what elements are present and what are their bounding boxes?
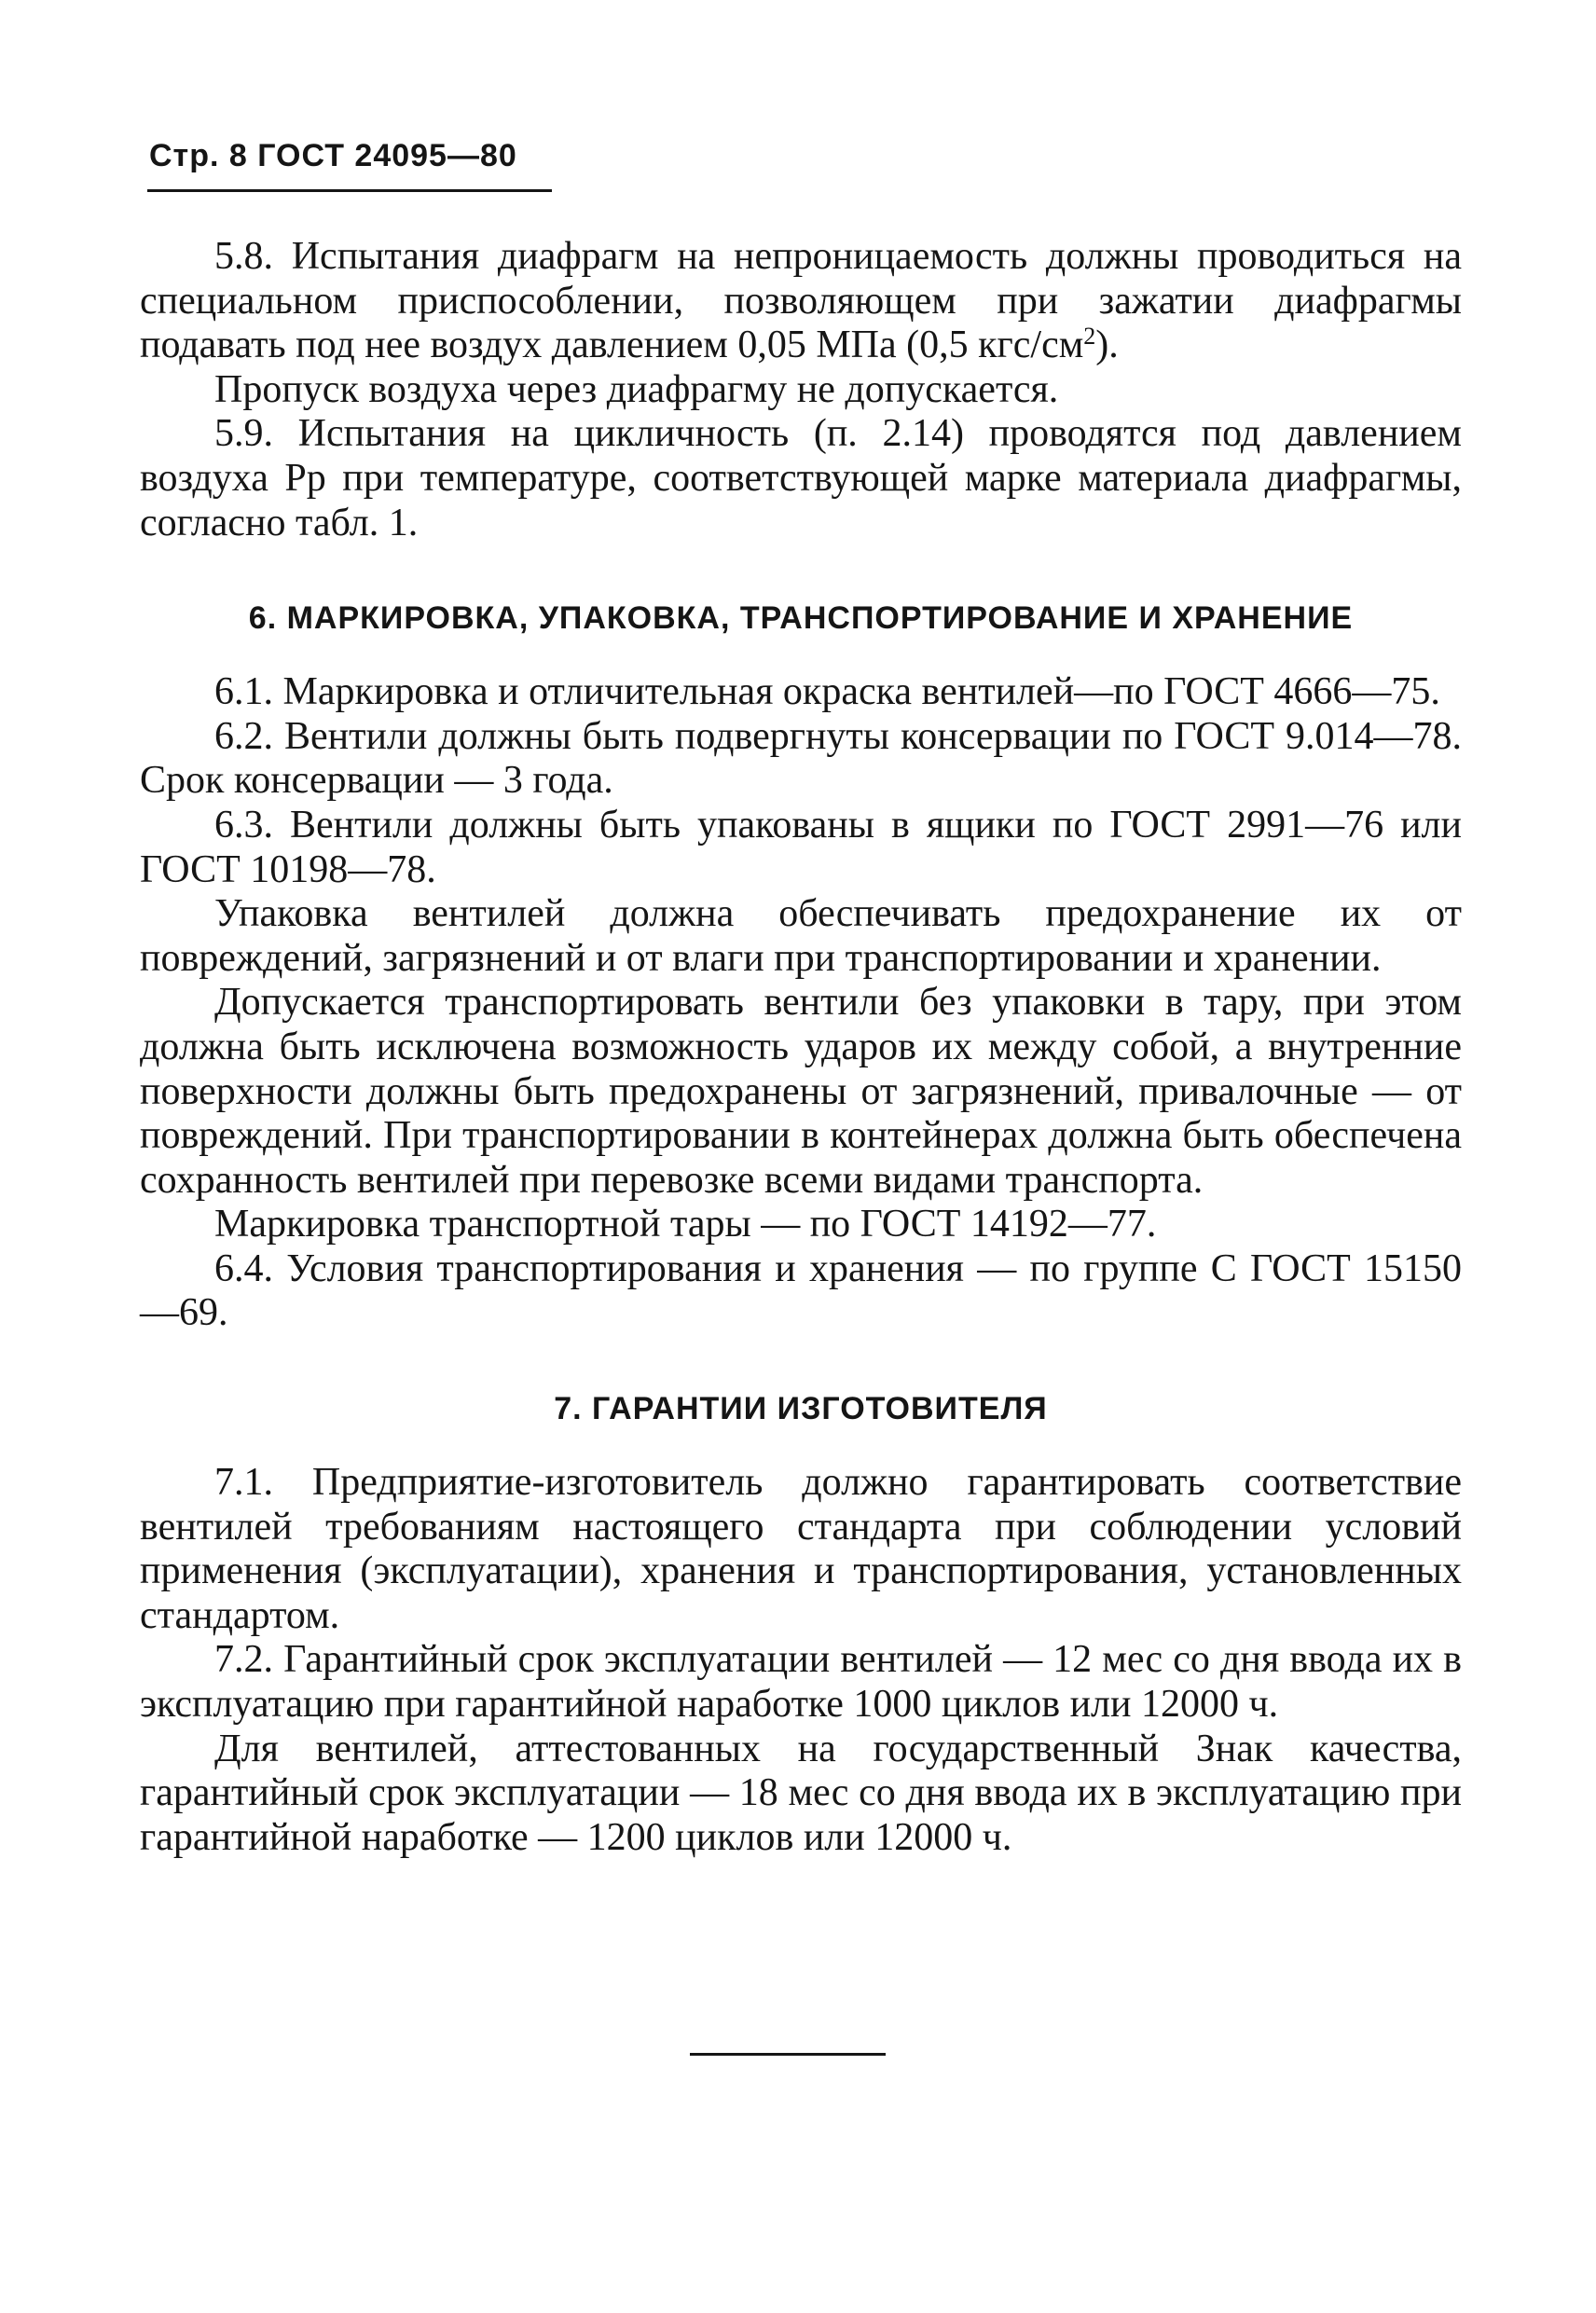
section-7-heading: 7. ГАРАНТИИ ИЗГОТОВИТЕЛЯ [554,1391,1048,1427]
page-header: Стр. 8 ГОСТ 24095—80 [149,138,517,173]
paragraph-6-2: 6.2. Вентили должны быть подвергнуты консервации по ГОСТ 9.014—78. Срок консервации — 3 года. [140,714,1462,803]
paragraph-5-9: 5.9. Испытания на цикличность (п. 2.14) проводятся под давлением воздуха Pр при температуре, соответствующей марке материала диафрагмы, согласно табл. 1. [140,412,1462,544]
paragraph-5-8-end: ). [1095,324,1119,367]
paragraph-6-1: 6.1. Маркировка и отличительная окраска вентилей—по ГОСТ 4666—75. [214,670,1440,714]
paragraph-6-4: 6.4. Условия транспортирования и хранения — по группе С ГОСТ 15150—69. [140,1246,1462,1335]
paragraph-6-3: 6.3. Вентили должны быть упакованы в ящики по ГОСТ 2991—76 или ГОСТ 10198—78. [140,803,1462,891]
paragraph-6-3-marking: Маркировка транспортной тары — по ГОСТ 14192—77. [214,1203,1157,1246]
paragraph-6-3-transport: Допускается транспортировать вентили без упаковки в тару, при этом должна быть исключена возможность ударов их между собой, а внутренние поверхности должны быть предохранены от загрязнений, привалочные — от повреждений. При транспортировании в контейнерах должна быть обеспечена сохранность вентилей при перевозке всеми видами транспорта. [140,981,1462,1202]
paragraph-5-8-note: Пропуск воздуха через диафрагму не допускается. [214,367,1059,411]
header-rule [147,189,552,192]
paragraph-7-2-quality-mark: Для вентилей, аттестованных на государственный Знак качества, гарантийный срок эксплуатации — 18 мес со дня ввода их в эксплуатацию при гарантийной наработке — 1200 циклов или 12000 ч. [140,1727,1462,1859]
document-body [140,235,1462,1860]
paragraph-5-8-text: 5.8. Испытания диафрагм на непроницаемость должны проводиться на специальном приспособлении, позволяющем при зажатии диафрагмы подавать под нее воздух давлением 0,05 МПа (0,5 кгс/см [140,235,1462,367]
superscript: 2 [1083,323,1096,351]
section-6-heading: 6. МАРКИРОВКА, УПАКОВКА, ТРАНСПОРТИРОВАНИЕ И ХРАНЕНИЕ [248,600,1354,637]
paragraph-7-1: 7.1. Предприятие-изготовитель должно гарантировать соответствие вентилей требованиям настоящего стандарта при соблюдении условий применения (эксплуатации), хранения и транспортирования, установленных стандартом. [140,1461,1462,1637]
paragraph-6-3-packaging: Упаковка вентилей должна обеспечивать предохранение их от повреждений, загрязнений и от влаги при транспортировании и хранении. [140,892,1462,980]
end-rule [690,2053,886,2056]
paragraph-5-8 [140,235,1462,368]
paragraph-7-2: 7.2. Гарантийный срок эксплуатации вентилей — 12 мес со дня ввода их в эксплуатацию при гарантийной наработке 1000 циклов или 12000 ч. [140,1638,1462,1727]
